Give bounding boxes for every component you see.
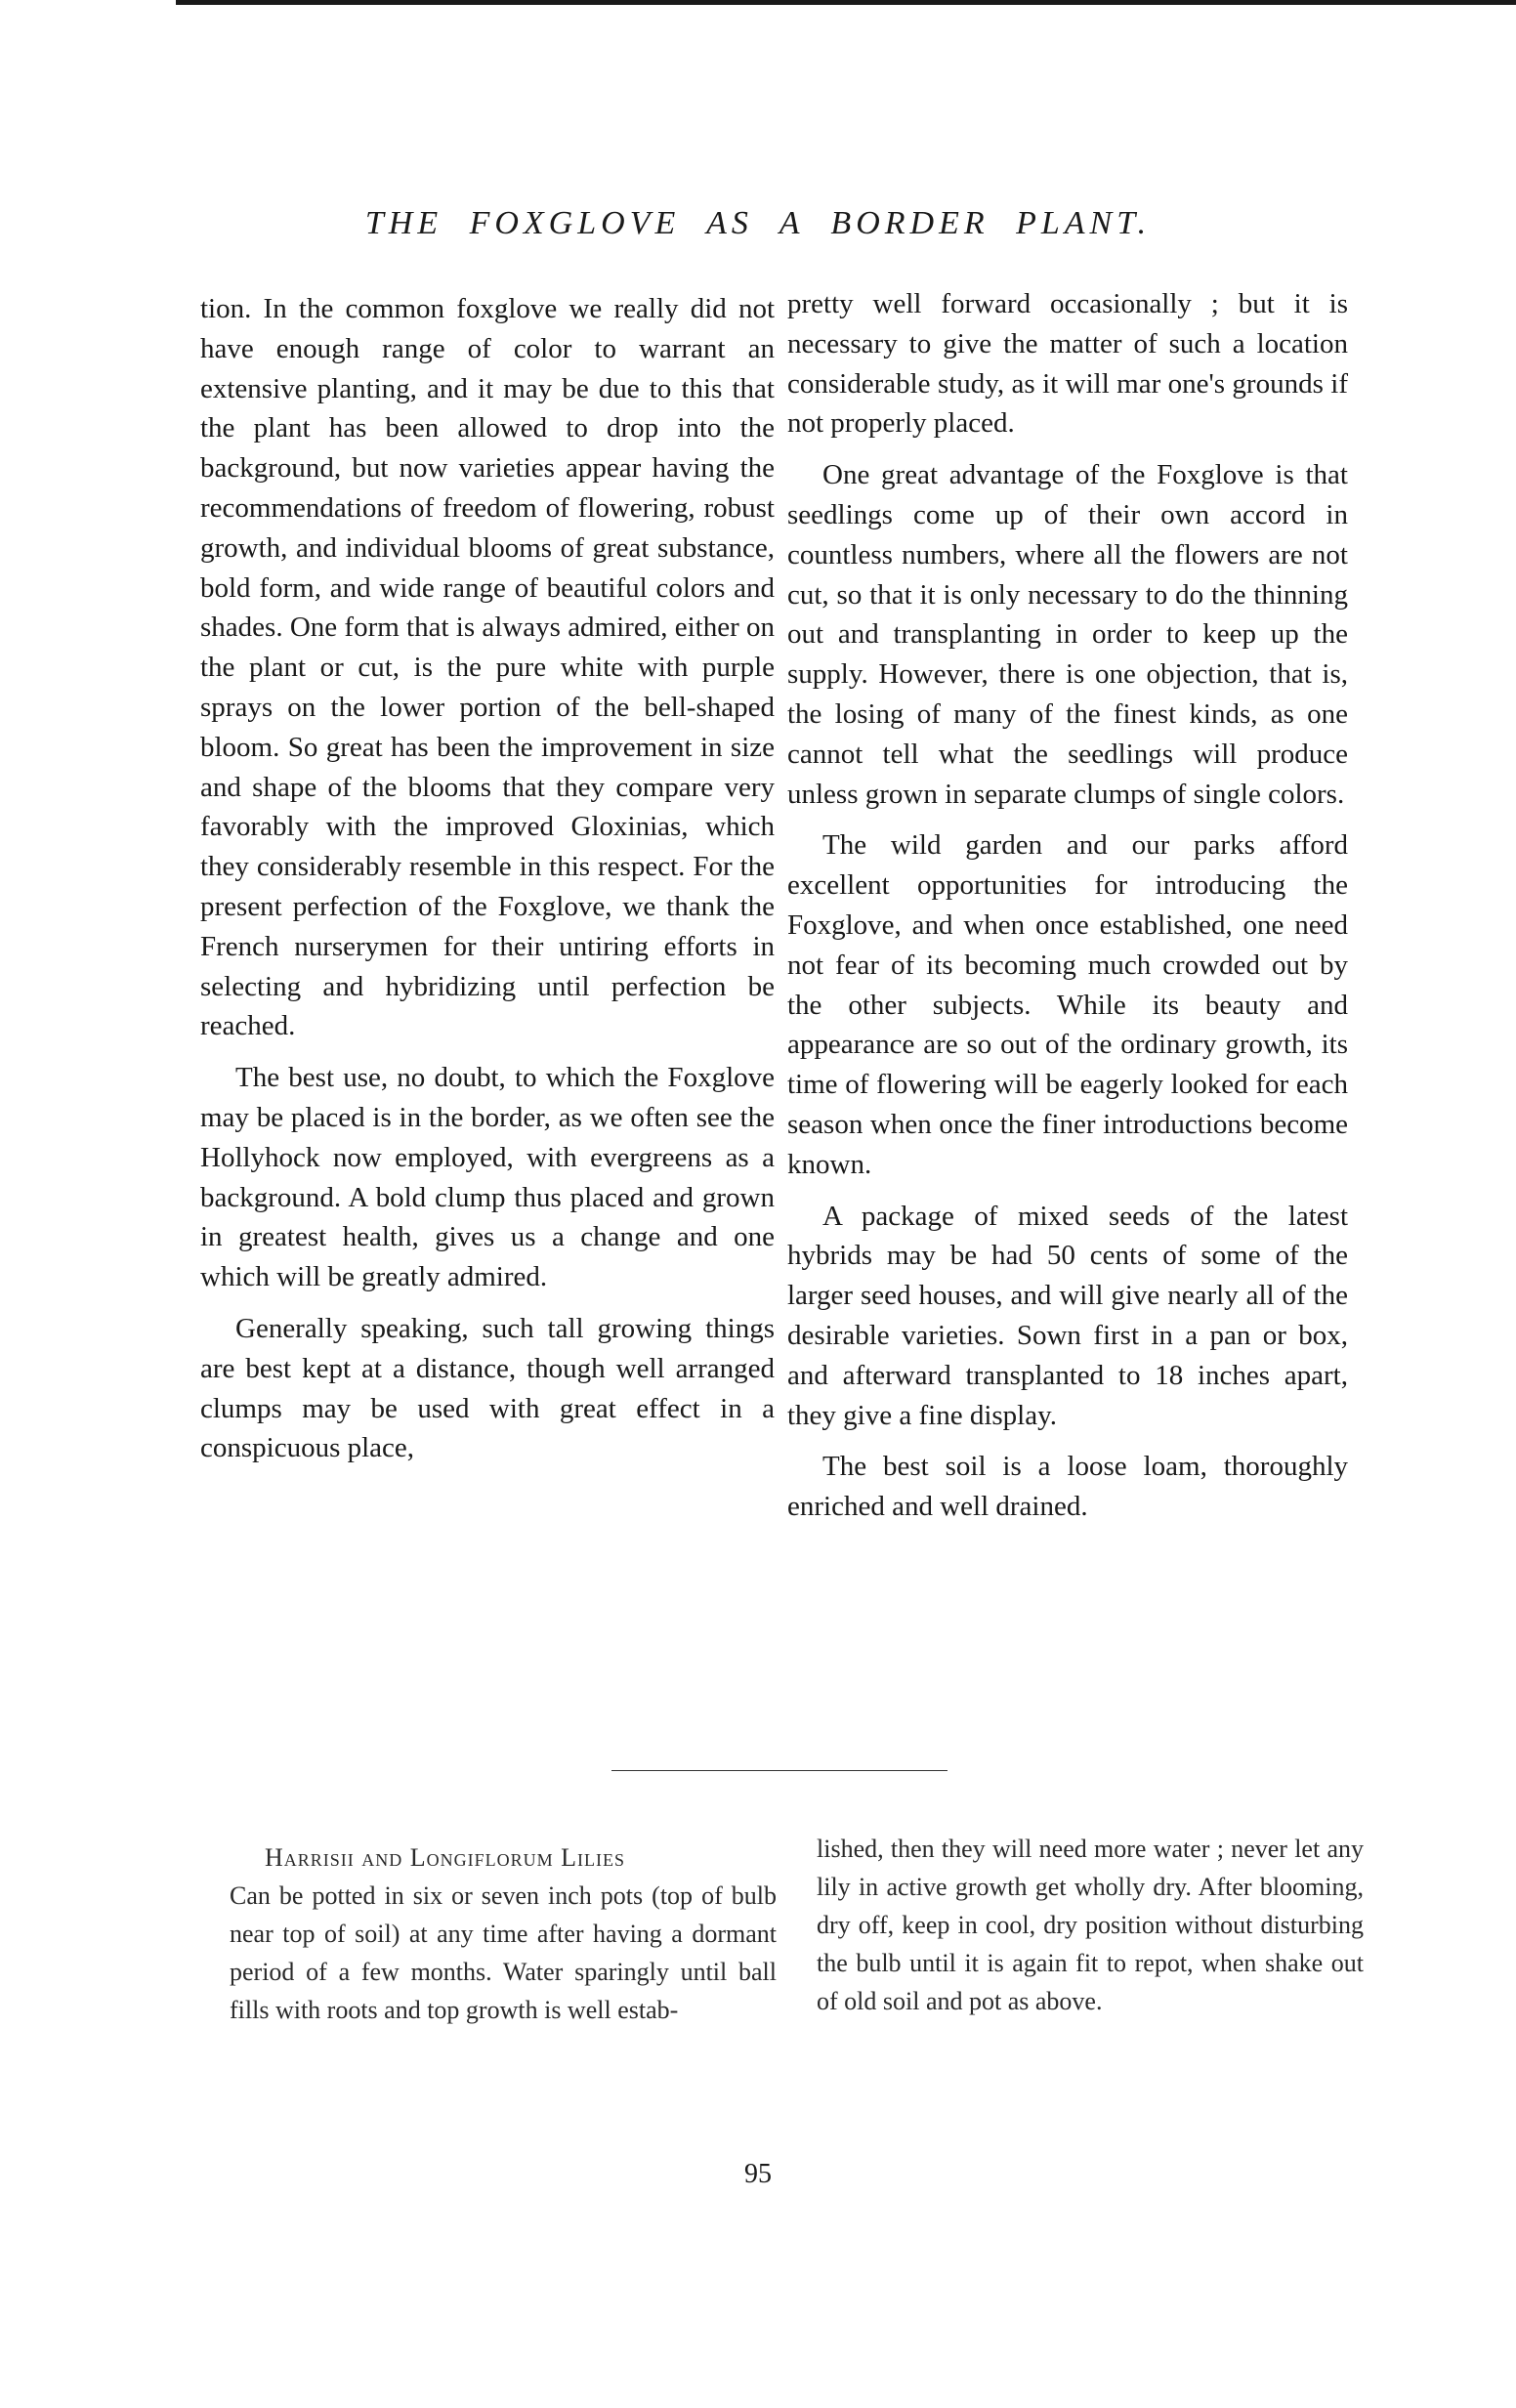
paragraph: A package of mixed seeds of the latest hybrids may be had 50 cents of some of the larger seed houses, and will give nearly all of the desirable varieties. Sown first in a pan or box, and afterward transplanted to 18 inches apart, they give a fine display.	[787, 1200, 1348, 1431]
note-column-left	[230, 1838, 777, 2029]
paragraph: The best use, no doubt, to which the Foxglove may be placed is in the border, as we often see the Hollyhock now employed, with evergreens as a background. A bold clump thus placed and grown in greatest health, gives us a change and one which will be greatly admired.	[200, 1062, 775, 1293]
paragraph: The wild garden and our parks afford excellent opportunities for introducing the Foxglove, and when once established, one need not fear of its becoming much crowded out by the other subjects. While its beauty and appearance are so out of the ordinary growth, its time of flowering will be eagerly looked for each season when once the finer introductions become known.	[787, 829, 1348, 1180]
note-column-right	[817, 1830, 1364, 2020]
paragraph: The best soil is a loose loam, thoroughly enriched and well drained.	[787, 1451, 1348, 1523]
paragraph: Generally speaking, such tall growing things are best kept at a distance, though well arranged clumps may be used with great effect in a conspicuous place,	[200, 1312, 775, 1464]
running-head: THE FOXGLOVE AS A BORDER PLANT.	[364, 205, 1152, 241]
paragraph: One great advantage of the Foxglove is that seedlings come up of their own accord in countless numbers, where all the flowers are not cut, so that it is only necessary to do the thinning out and transplanting in order to keep up the supply. However, there is one objection, that is, the losing of many of the finest kinds, as one cannot tell what the seedlings will produce unless grown in separate clumps of single colors.	[787, 459, 1348, 810]
note-text-right: lished, then they will need more water ; never let any lily in active growth get wholly dry. After blooming, dry off, keep in cool, dry position without disturbing the bulb until it is again fit to repot, when shake out of old soil and pot as above.	[817, 1835, 1364, 2015]
paragraph: tion. In the common foxglove we really did not have enough range of color to warrant an extensive planting, and it may be due to this that the plant has been allowed to drop into the background, but now varieties appear having the recommendations of freedom of flowering, robust growth, and individual blooms of great substance, bold form, and wide range of beautiful colors and shades. One form that is always admired, either on the plant or cut, is the pure white with purple sprays on the lower portion of the bell-shaped bloom. So great has been the improvement in size and shape of the blooms that they compare very favorably with the improved Gloxinias, which they considerably resemble in this respect. For the present perfection of the Foxglove, we thank the French nurserymen for their untiring efforts in selecting and hybridizing until perfection be reached.	[200, 293, 775, 1042]
article-column-left	[200, 289, 775, 1480]
section-divider	[611, 1770, 948, 1771]
top-border-rule	[176, 0, 1516, 5]
paragraph: pretty well forward occasionally ; but it is necessary to give the matter of such a location considerable study, as it will mar one's grounds if not properly placed.	[787, 288, 1348, 440]
note-text-left: Can be potted in six or seven inch pots (top of bulb near top of soil) at any time after having a dormant period of a few months. Water sparingly until ball fills with roots and top growth is well estab-	[230, 1881, 777, 2024]
note-heading: Harrisii and Longiflorum Lilies	[265, 1843, 626, 1872]
page-number: 95	[744, 2159, 772, 2189]
article-column-right	[787, 284, 1348, 1539]
